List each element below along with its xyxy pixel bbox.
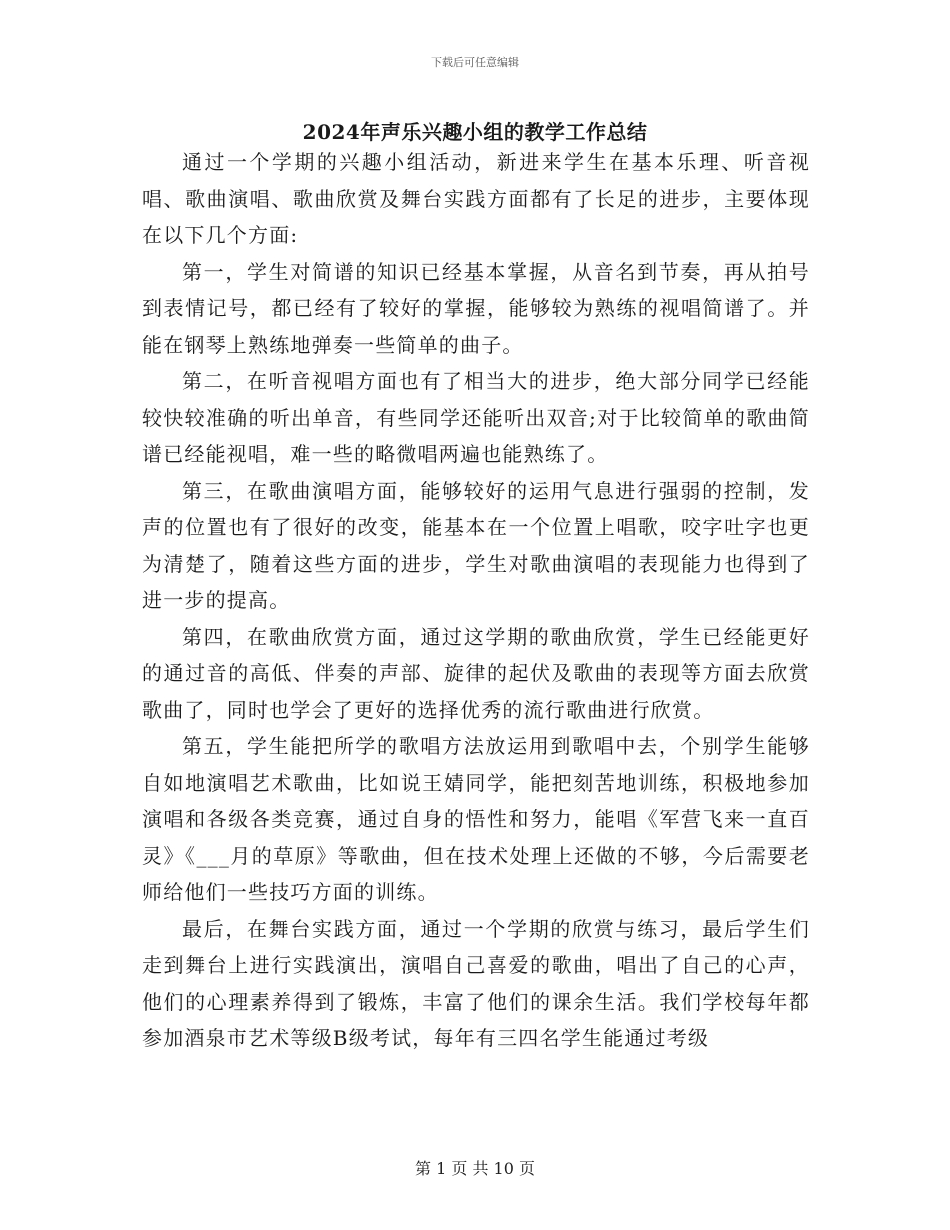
paragraph-intro: 通过一个学期的兴趣小组活动，新进来学生在基本乐理、听音视唱、歌曲演唱、歌曲欣赏及舞台实践方面都有了长足的进步，主要体现在以下几个方面: [142, 150, 810, 247]
paragraph-fourth: 第四，在歌曲欣赏方面，通过这学期的歌曲欣赏，学生已经能更好的通过音的高低、伴奏的声部、旋律的起伏及歌曲的表现等方面去欣赏歌曲了，同时也学会了更好的选择优秀的流行歌曲进行欣赏。 [142, 624, 810, 722]
document-body [142, 144, 810, 1057]
paragraph-first: 第一，学生对简谱的知识已经基本掌握，从音名到节奏，再从拍号到表情记号，都已经有了较好的掌握，能够较为熟练的视唱简谱了。并能在钢琴上熟练地弹奏一些简单的曲子。 [142, 259, 810, 357]
paragraph-third: 第三，在歌曲演唱方面，能够较好的运用气息进行强弱的控制，发声的位置也有了很好的改变，能基本在一个位置上唱歌，咬字吐字也更为清楚了，随着这些方面的进步，学生对歌曲演唱的表现能力也得到了进一步的提高。 [142, 478, 810, 612]
page-number: 第 1 页 共 10 页 [415, 1159, 535, 1178]
paragraph-second: 第二，在听音视唱方面也有了相当大的进步，绝大部分同学已经能较快较准确的听出单音，有些同学还能听出双音;对于比较简单的歌曲简谱已经能视唱，难一些的略微唱两遍也能熟练了。 [142, 369, 810, 466]
paragraph-last: 最后，在舞台实践方面，通过一个学期的欣赏与练习，最后学生们走到舞台上进行实践演出，演唱自己喜爱的歌曲，唱出了自己的心声，他们的心理素养得到了锻炼，丰富了他们的课余生活。我们学校每年都参加酒泉市艺术等级B级考试，每年有三四名学生能通过考级 [142, 916, 810, 1050]
paragraph-fifth: 第五，学生能把所学的歌唱方法放运用到歌唱中去，个别学生能够自如地演唱艺术歌曲，比如说王婧同学，能把刻苦地训练，积极地参加演唱和各级各类竞赛，通过自身的悟性和努力，能唱《军营飞来一直百灵》《___月的草原》等歌曲，但在技术处理上还做的不够，今后需要老师给他们一些技巧方面的训练。 [142, 734, 810, 904]
editable-notice: 下载后可任意编辑 [431, 56, 519, 69]
document-title: 2024年声乐兴趣小组的教学工作总结 [302, 120, 648, 144]
